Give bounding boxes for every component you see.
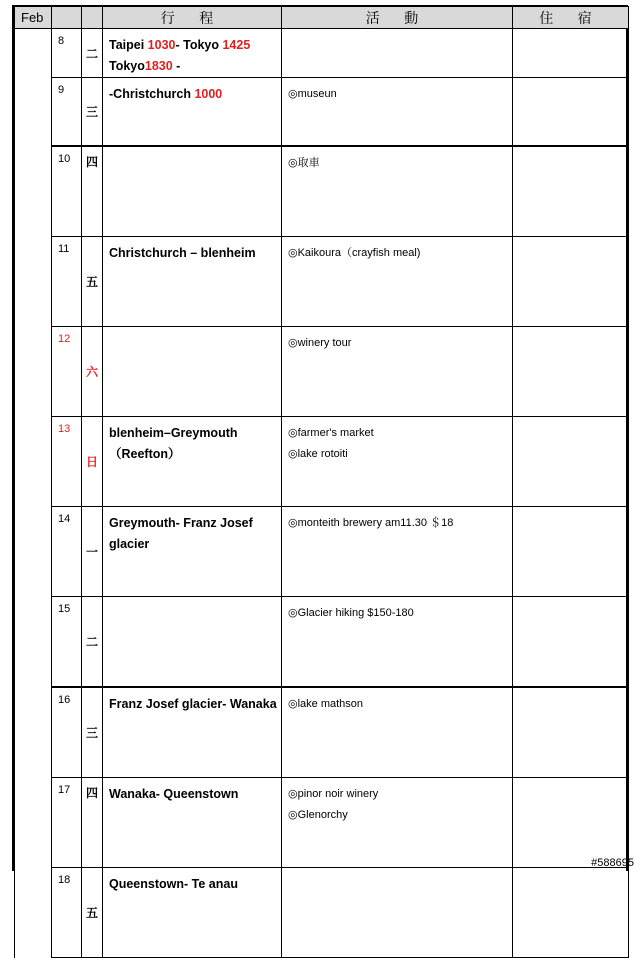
activity-cell xyxy=(282,417,513,507)
header-route: 行 程 xyxy=(103,7,282,29)
route-cell: blenheim–Greymouth （Reefton） xyxy=(103,417,282,507)
date-cell: 17 xyxy=(52,778,82,868)
activity-cell xyxy=(282,146,513,237)
weekday-cell: 五 xyxy=(82,237,103,327)
date-cell: 8 xyxy=(52,29,82,78)
route-cell xyxy=(103,597,282,688)
header-row xyxy=(15,7,629,29)
activity-item: ◎Kaikoura（crayfish meal) xyxy=(288,247,421,259)
lodging-cell xyxy=(513,778,629,868)
date-cell: 13 xyxy=(52,417,82,507)
route-text: -Christchurch xyxy=(109,87,195,101)
route-time: 1425 xyxy=(222,38,251,52)
weekday-cell: 二 xyxy=(82,597,103,688)
lodging-cell xyxy=(513,687,629,778)
lodging-cell xyxy=(513,868,629,958)
lodging-cell xyxy=(513,237,629,327)
table-row xyxy=(15,868,629,958)
month-column xyxy=(15,29,52,958)
lodging-cell xyxy=(513,417,629,507)
activity-item: ◎lake mathson xyxy=(288,698,364,710)
activity-cell xyxy=(282,78,513,147)
activity-item: ◎winery tour xyxy=(288,337,352,349)
date-cell: 18 xyxy=(52,868,82,958)
table-row xyxy=(15,597,629,688)
route-cell xyxy=(103,29,282,78)
header-month: Feb xyxy=(15,7,52,29)
activity-cell xyxy=(282,687,513,778)
activity-cell xyxy=(282,507,513,597)
route-cell: Queenstown- Te anau xyxy=(103,868,282,958)
activity-item: ◎museun xyxy=(288,88,337,100)
lodging-cell xyxy=(513,146,629,237)
lodging-cell xyxy=(513,29,629,78)
activity-cell xyxy=(282,597,513,688)
table-row xyxy=(15,778,629,868)
activity-item: ◎monteith brewery am11.30 ＄18 xyxy=(288,517,454,529)
activity-item: ◎取車 xyxy=(288,157,320,169)
weekday-cell: 四 xyxy=(82,146,103,237)
date-cell: 14 xyxy=(52,507,82,597)
activity-item: ◎farmer's market xyxy=(288,427,374,439)
date-cell: 15 xyxy=(52,597,82,688)
weekday-cell: 三 xyxy=(82,687,103,778)
header-lodging: 住 宿 xyxy=(513,7,629,29)
route-text: - Tokyo xyxy=(175,38,223,52)
lodging-cell xyxy=(513,507,629,597)
lodging-cell xyxy=(513,78,629,147)
route-cell: Greymouth- Franz Josef glacier xyxy=(103,507,282,597)
weekday-cell: 四 xyxy=(82,778,103,868)
lodging-cell xyxy=(513,597,629,688)
weekday-cell: 三 xyxy=(82,78,103,147)
watermark-id: #588695 xyxy=(591,857,634,869)
table-row xyxy=(15,687,629,778)
activity-item: ◎Glacier hiking $150-180 xyxy=(288,607,414,619)
route-cell: Franz Josef glacier- Wanaka xyxy=(103,687,282,778)
table-row xyxy=(15,327,629,417)
activity-cell xyxy=(282,778,513,868)
activity-item: ◎lake rotoiti xyxy=(288,448,348,460)
weekday-cell: 六 xyxy=(82,327,103,417)
date-cell: 11 xyxy=(52,237,82,327)
header-weekday-blank xyxy=(82,7,103,29)
route-time: 1000 xyxy=(194,87,223,101)
route-text: Tokyo xyxy=(109,59,145,73)
date-cell: 16 xyxy=(52,687,82,778)
weekday-cell: 二 xyxy=(82,29,103,78)
route-text: Taipei xyxy=(109,38,148,52)
activity-cell xyxy=(282,327,513,417)
route-cell xyxy=(103,327,282,417)
activity-cell xyxy=(282,237,513,327)
weekday-cell: 一 xyxy=(82,507,103,597)
date-cell: 12 xyxy=(52,327,82,417)
route-cell xyxy=(103,78,282,147)
lodging-cell xyxy=(513,327,629,417)
route-time: 1030 xyxy=(147,38,176,52)
activity-item: ◎Glenorchy xyxy=(288,809,348,821)
header-date-blank xyxy=(52,7,82,29)
weekday-cell: 五 xyxy=(82,868,103,958)
table-row xyxy=(15,29,629,78)
route-cell xyxy=(103,146,282,237)
activity-cell xyxy=(282,29,513,78)
table-row xyxy=(15,146,629,237)
date-cell: 10 xyxy=(52,146,82,237)
itinerary-frame xyxy=(12,5,628,920)
table-row xyxy=(15,417,629,507)
route-time: 1830 xyxy=(144,59,173,73)
activity-item: ◎pinor noir winery xyxy=(288,788,379,800)
itinerary-table xyxy=(14,6,629,958)
header-activity: 活 動 xyxy=(282,7,513,29)
route-cell: Christchurch – blenheim xyxy=(103,237,282,327)
route-cell: Wanaka- Queenstown xyxy=(103,778,282,868)
date-cell: 9 xyxy=(52,78,82,147)
activity-cell xyxy=(282,868,513,958)
table-row xyxy=(15,237,629,327)
weekday-cell: 日 xyxy=(82,417,103,507)
route-text: - xyxy=(172,59,181,73)
table-row xyxy=(15,507,629,597)
table-row xyxy=(15,78,629,147)
